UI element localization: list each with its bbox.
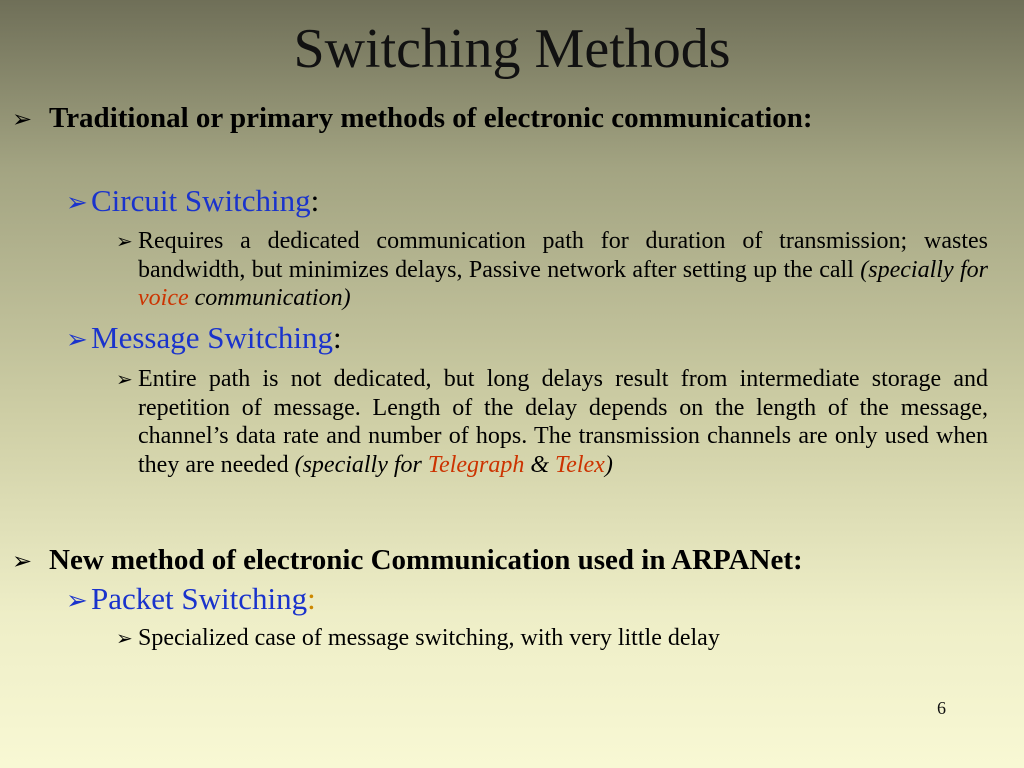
arrowhead-bullet-icon: ➢ xyxy=(66,586,88,615)
topic-label: Packet Switching xyxy=(91,581,308,616)
arrowhead-bullet-icon: ➢ xyxy=(116,231,133,253)
circuit-text: Requires a dedicated communication path for duration of transmission; wastes bandwidth, but minimizes delays, Passive network after setting up the call xyxy=(138,228,988,283)
section-new-method xyxy=(12,543,1002,579)
topic-circuit-switching xyxy=(66,183,986,221)
packet-text: Specialized case of message switching, with very little delay xyxy=(138,625,720,651)
description-text xyxy=(138,227,988,313)
arrowhead-bullet-icon: ➢ xyxy=(66,325,88,354)
circuit-note-voice: voice xyxy=(138,285,189,311)
section-heading: Traditional or primary methods of electronic communication: xyxy=(49,102,813,134)
arrowhead-bullet-icon: ➢ xyxy=(12,549,33,575)
description-text xyxy=(138,365,988,479)
topic-packet-switching xyxy=(66,581,986,619)
topic-colon: : xyxy=(307,581,316,616)
arrowhead-bullet-icon: ➢ xyxy=(116,369,133,391)
message-note-telegraph: Telegraph xyxy=(427,451,525,478)
arrowhead-bullet-icon: ➢ xyxy=(12,107,33,133)
section-heading: New method of electronic Communication used in ARPANet: xyxy=(49,544,803,576)
circuit-note-close: communication) xyxy=(188,285,351,311)
arrowhead-bullet-icon: ➢ xyxy=(116,628,133,650)
section-traditional xyxy=(12,101,1002,137)
message-description xyxy=(116,365,988,479)
topic-colon: : xyxy=(332,320,342,355)
message-note-amp: & xyxy=(524,451,556,478)
message-note-telex: Telex xyxy=(555,451,605,478)
page-number: 6 xyxy=(937,698,946,718)
topic-colon: : xyxy=(310,183,320,218)
slide-title: Switching Methods xyxy=(293,18,731,80)
topic-label: Circuit Switching xyxy=(91,183,311,218)
circuit-note-open: (specially for xyxy=(860,256,989,283)
topic-message-switching xyxy=(66,320,986,358)
topic-label: Message Switching xyxy=(91,320,333,355)
circuit-description xyxy=(116,227,988,313)
message-note-open: (specially for xyxy=(294,451,428,478)
packet-description xyxy=(116,624,988,654)
message-text: Entire path is not dedicated, but long delays result from intermediate storage and repetition of message. Length of the delay depends on the length of the message, channel’s data rate and number of hops. The transmission channels are only used when they are needed xyxy=(138,366,988,478)
message-note-close: ) xyxy=(604,451,613,478)
arrowhead-bullet-icon: ➢ xyxy=(66,188,88,217)
